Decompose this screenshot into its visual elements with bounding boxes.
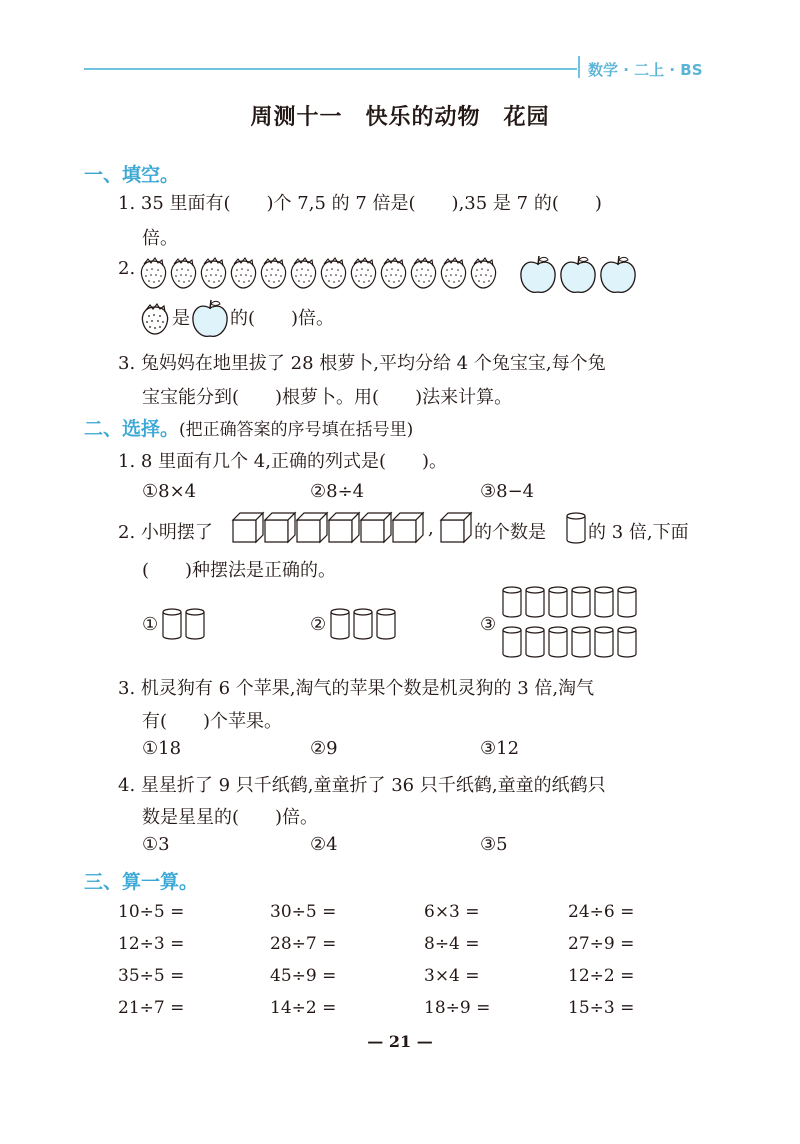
s2-q1: 1. 8 里面有几个 4,正确的列式是( )。 [118, 451, 448, 472]
apple-row [518, 252, 643, 297]
cylinder-icon [377, 609, 395, 639]
header-divider [578, 56, 580, 78]
strawberry-icon [231, 258, 255, 288]
cylinder-icon [595, 587, 613, 617]
strawberry-icon [291, 258, 315, 288]
strawberry-icon [381, 258, 405, 288]
section-heading-fill: 一、填空。 [84, 164, 180, 186]
strawberry-icon [141, 258, 165, 288]
strawberry-icon [171, 258, 195, 288]
cube-icon [233, 513, 263, 542]
cylinder-icon [354, 609, 372, 639]
s1-q2-of: 的( )倍。 [230, 308, 335, 329]
cube-icon [361, 513, 391, 542]
strawberry-icon [138, 302, 172, 336]
calc-item: 3×4 = [424, 966, 480, 986]
s2-q4-option-3: ③5 [480, 834, 508, 855]
cylinder-icon [503, 587, 521, 617]
calc-item: 30÷5 = [270, 902, 337, 922]
s2-q2-option-1-cylinders [162, 606, 212, 642]
section-heading-choice-label: 二、选择。 [84, 418, 180, 440]
strawberry-icon [441, 258, 465, 288]
calc-item: 28÷7 = [270, 934, 337, 954]
calc-item: 24÷6 = [568, 902, 635, 922]
calc-item: 12÷2 = [568, 966, 635, 986]
calc-item: 21÷7 = [118, 998, 185, 1018]
cube-icon [265, 513, 295, 542]
s2-q1-option-2: ②8÷4 [310, 481, 365, 502]
cylinder-icon [572, 627, 590, 657]
s2-q4-option-2: ②4 [310, 834, 338, 855]
s2-q3-option-2: ②9 [310, 738, 338, 759]
page-number: — 21 — [367, 1032, 433, 1051]
s1-q2-number: 2. [118, 258, 136, 279]
s2-q3-line2: 有( )个苹果。 [142, 711, 283, 732]
s2-q3-option-1: ①18 [142, 738, 182, 759]
cube-icon [329, 513, 359, 542]
calc-item: 15÷3 = [568, 998, 635, 1018]
calc-item: 10÷5 = [118, 902, 185, 922]
apple-icon [190, 298, 230, 340]
cylinder-icon [163, 609, 181, 639]
cylinder-icon [331, 609, 349, 639]
s2-q1-option-1: ①8×4 [142, 481, 197, 502]
header-rule [84, 68, 577, 70]
cylinder-icon [595, 627, 613, 657]
s1-q1-line2: 倍。 [142, 228, 178, 249]
apple-icon [561, 256, 595, 292]
s1-q3-line1: 3. 兔妈妈在地里拔了 28 根萝卜,平均分给 4 个兔宝宝,每个兔 [118, 353, 606, 374]
cube-row [232, 512, 428, 544]
s2-q2-text-a: 2. 小明摆了 [118, 522, 213, 543]
s2-q3-line1: 3. 机灵狗有 6 个苹果,淘气的苹果个数是机灵狗的 3 倍,淘气 [118, 678, 595, 699]
calc-item: 35÷5 = [118, 966, 185, 986]
s2-q4-option-1: ①3 [142, 834, 170, 855]
strawberry-row [138, 256, 508, 296]
s2-q2-option-2-mark: ② [310, 614, 327, 635]
strawberry-icon [351, 258, 375, 288]
calc-item: 12÷3 = [118, 934, 185, 954]
apple-icon [601, 256, 635, 292]
cube-icon [440, 512, 472, 544]
calc-item: 14÷2 = [270, 998, 337, 1018]
calc-item: 18÷9 = [424, 998, 491, 1018]
cylinder-icon [618, 587, 636, 617]
cylinder-icon [503, 627, 521, 657]
cube-icon [393, 513, 423, 542]
cube-icon [297, 513, 327, 542]
s2-q2-option-2-cylinders [330, 606, 404, 642]
s2-q2-option-1-mark: ① [142, 614, 159, 635]
cylinder-icon [526, 587, 544, 617]
s2-q2-option-3-mark: ③ [480, 614, 497, 635]
s2-q1-option-3: ③8−4 [480, 481, 535, 502]
strawberry-icon [411, 258, 435, 288]
section-heading-calc: 三、算一算。 [84, 871, 199, 893]
page-title: 周测十一 快乐的动物 花园 [250, 104, 550, 130]
section-heading-choice [84, 414, 413, 441]
cylinder-icon [618, 627, 636, 657]
calc-item: 45÷9 = [270, 966, 337, 986]
cylinder-icon [549, 627, 567, 657]
s2-q2-text-d: 的 3 倍,下面 [588, 522, 689, 543]
calc-item: 8÷4 = [424, 934, 480, 954]
calc-item: 27÷9 = [568, 934, 635, 954]
cylinder-icon [186, 609, 204, 639]
strawberry-icon [471, 258, 495, 288]
apple-icon [521, 256, 555, 292]
calc-item: 6×3 = [424, 902, 480, 922]
s2-q2-line2: ( )种摆法是正确的。 [142, 560, 337, 581]
section-choice-note: (把正确答案的序号填在括号里) [179, 420, 414, 440]
strawberry-icon [201, 258, 225, 288]
s1-q3-line2: 宝宝能分到( )根萝卜。用( )法来计算。 [142, 387, 513, 408]
s2-q2-option-3-cylinders [502, 586, 642, 664]
header-tag: 数学 · 二上 · BS [588, 61, 703, 79]
s1-q2-is: 是 [172, 308, 190, 329]
strawberry-icon [261, 258, 285, 288]
s1-q1-line1: 1. 35 里面有( )个 7,5 的 7 倍是( ),35 是 7 的( ) [118, 193, 602, 214]
cylinder-icon [526, 627, 544, 657]
cylinder-icon [549, 587, 567, 617]
s2-q2-text-c: 的个数是 [474, 522, 546, 543]
s2-q3-option-3: ③12 [480, 738, 520, 759]
s2-q4-line1: 4. 星星折了 9 只千纸鹤,童童折了 36 只千纸鹤,童童的纸鹤只 [118, 775, 606, 796]
strawberry-icon [321, 258, 345, 288]
cylinder-icon [566, 512, 586, 544]
s2-q2-text-b: , [428, 518, 434, 539]
s2-q4-line2: 数是星星的( )倍。 [142, 807, 319, 828]
cylinder-icon [572, 587, 590, 617]
